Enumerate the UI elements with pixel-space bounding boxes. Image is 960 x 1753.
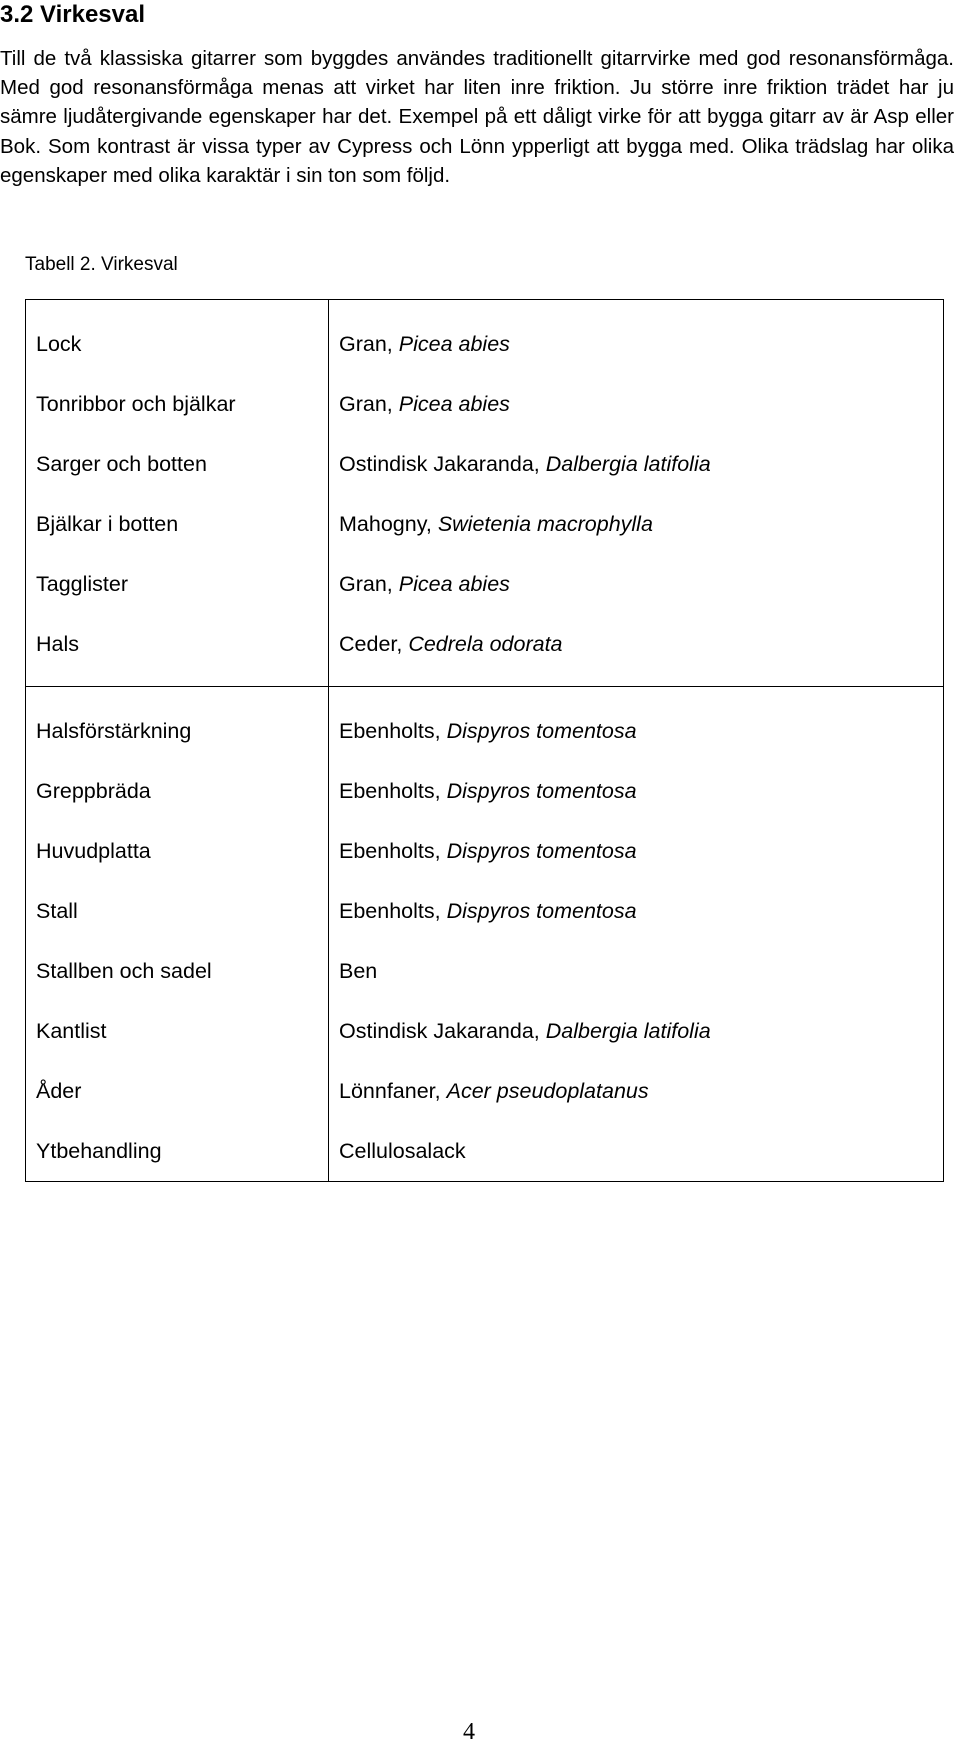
wood-entry: [339, 1121, 943, 1181]
component-name: Sarger och botten: [36, 452, 207, 476]
wood-entry: [339, 314, 943, 374]
table-row: [26, 687, 944, 1182]
component-name: Huvudplatta: [36, 839, 151, 863]
species-name: Picea abies: [398, 572, 510, 596]
wood-entry: [339, 1001, 943, 1061]
intro-paragraph: Till de två klassiska gitarrer som byggdes användes traditionellt gitarrvirke med god resonansförmåga. Med god resonansförmåga menas att virket har liten inre friktion. Ju större inre friktion trädet har ju sämre ljudåtergivande egenskaper har det. Exempel på ett dåligt virke för att bygga gitarr av är Asp eller Bok. Som kontrast är vissa typer av Cypress och Lönn ypperligt att bygga med. Olika trädslag har olika egenskaper med olika karaktär i sin ton som följd.: [0, 47, 954, 187]
wood-name: Ostindisk Jakaranda,: [339, 452, 546, 476]
table-caption: Tabell 2. Virkesval: [25, 254, 178, 275]
species-name: Dispyros tomentosa: [446, 839, 637, 863]
wood-name: Gran,: [339, 392, 399, 416]
wood-name: Ceder,: [339, 632, 409, 656]
wood-entry: [339, 881, 943, 941]
section-heading: 3.2 Virkesval: [0, 1, 146, 28]
wood-name: Ebenholts,: [339, 899, 447, 923]
component-cell: [26, 300, 329, 687]
species-name: Dispyros tomentosa: [446, 899, 637, 923]
component-name: Stallben och sadel: [36, 959, 212, 983]
wood-selection-table: [25, 299, 944, 1182]
wood-entry: [339, 494, 943, 554]
species-name: Cedrela odorata: [408, 632, 563, 656]
wood-entry: [339, 434, 943, 494]
wood-name: Lönnfaner,: [339, 1079, 447, 1103]
species-name: Dispyros tomentosa: [446, 719, 637, 743]
component-name: Åder: [36, 1079, 82, 1103]
component-name: Lock: [36, 332, 82, 356]
wood-name: Ebenholts,: [339, 779, 447, 803]
species-name: Picea abies: [398, 332, 510, 356]
species-name: Dalbergia latifolia: [545, 452, 711, 476]
component-name: Kantlist: [36, 1019, 107, 1043]
wood-entry: [339, 1061, 943, 1121]
wood-name: Gran,: [339, 572, 399, 596]
component-name: Bjälkar i botten: [36, 512, 179, 536]
wood-cell: [329, 687, 944, 1182]
wood-name: Gran,: [339, 332, 399, 356]
wood-entry: [339, 554, 943, 614]
wood-name: Ben: [339, 959, 378, 983]
species-name: Swietenia macrophylla: [437, 512, 653, 536]
wood-cell: [329, 300, 944, 687]
wood-name: Ebenholts,: [339, 719, 447, 743]
wood-entry: [339, 761, 943, 821]
wood-entry: [339, 821, 943, 881]
wood-name: Ostindisk Jakaranda,: [339, 1019, 546, 1043]
page-number: 4: [463, 1719, 475, 1745]
species-name: Picea abies: [398, 392, 510, 416]
species-name: Dispyros tomentosa: [446, 779, 637, 803]
wood-name: Cellulosalack: [339, 1139, 466, 1163]
wood-entry: [339, 614, 943, 674]
component-name: Tonribbor och bjälkar: [36, 392, 236, 416]
component-name: Halsförstärkning: [36, 719, 192, 743]
component-name: Ytbehandling: [36, 1139, 162, 1163]
species-name: Acer pseudoplatanus: [446, 1079, 649, 1103]
wood-entry: [339, 374, 943, 434]
table-row: [26, 300, 944, 687]
wood-entry: [339, 941, 943, 1001]
wood-entry: [339, 701, 943, 761]
component-name: Greppbräda: [36, 779, 151, 803]
component-name: Hals: [36, 632, 80, 656]
wood-name: Mahogny,: [339, 512, 438, 536]
component-name: Tagglister: [36, 572, 129, 596]
species-name: Dalbergia latifolia: [545, 1019, 711, 1043]
component-name: Stall: [36, 899, 78, 923]
wood-name: Ebenholts,: [339, 839, 447, 863]
component-cell: [26, 687, 329, 1182]
